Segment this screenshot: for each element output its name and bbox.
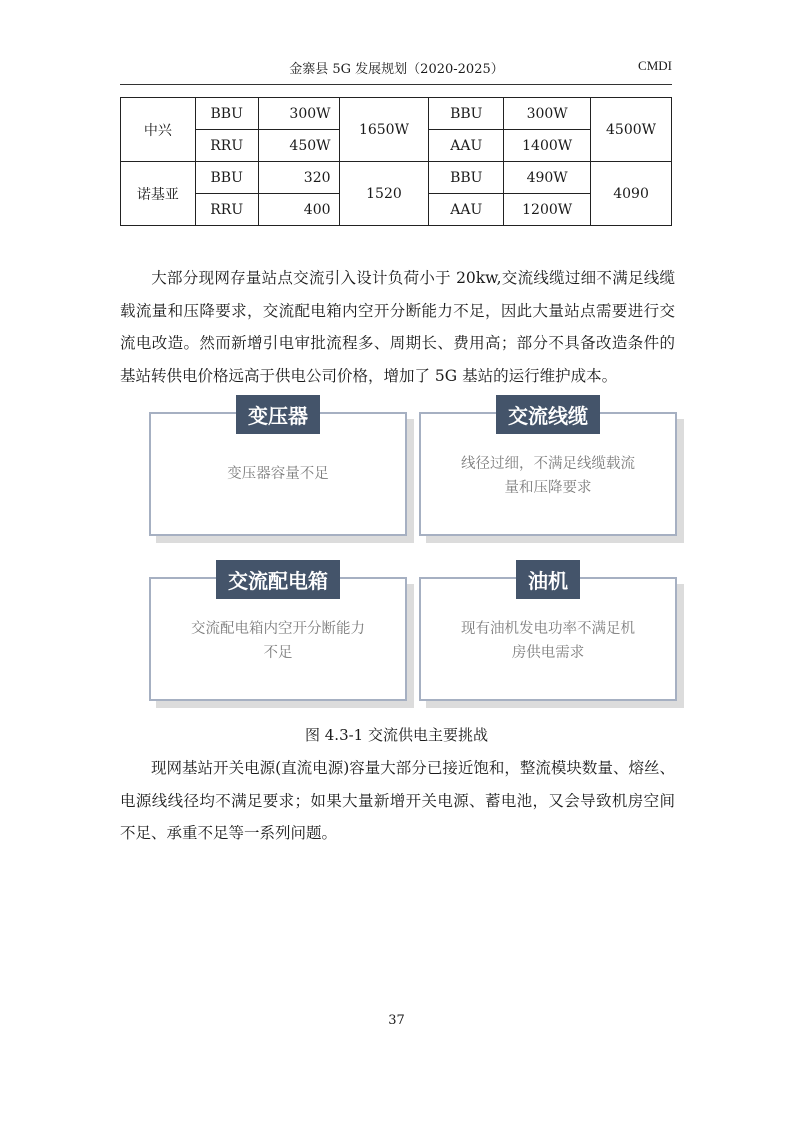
challenge-card-transformer: [149, 404, 407, 536]
card-title: 交流线缆: [496, 395, 600, 434]
value-cell: 490W: [504, 162, 591, 194]
page-header-org: CMDI: [638, 58, 672, 73]
paragraph-line: 载流量和压降要求，交流配电箱内空开分断能力不足，因此大量站点需要进行交: [120, 301, 675, 320]
unit-cell: RRU: [195, 194, 258, 226]
card-text-line: 不足: [263, 645, 293, 661]
paragraph-line: 现网基站开关电源(直流电源)容量大部分已接近饱和，整流模块数量、熔丝、: [151, 759, 675, 777]
figure-caption: 图 4.3-1 交流供电主要挑战: [304, 726, 488, 744]
card-text: [171, 617, 385, 665]
card-text-line: 房供电需求: [511, 645, 585, 661]
body-paragraph: [120, 752, 675, 850]
value-cell: 300W: [258, 98, 339, 130]
value-cell: 400: [258, 194, 339, 226]
paragraph-line: 电源线线径均不满足要求；如果大量新增开关电源、蓄电池，又会导致机房空间: [120, 791, 675, 810]
table-row: [121, 162, 672, 194]
card-text-line: 变压器容量不足: [227, 466, 329, 482]
card-text: [441, 617, 655, 665]
table-row: [121, 98, 672, 130]
power-spec-table: [120, 97, 672, 226]
card-text-line: 量和压降要求: [504, 480, 592, 496]
card-text: [171, 462, 385, 486]
card-text: [441, 452, 655, 500]
page-number: 37: [388, 1013, 405, 1028]
unit-cell: AAU: [429, 194, 504, 226]
card-title: 变压器: [236, 395, 320, 434]
value-cell: 1200W: [504, 194, 591, 226]
vendor-cell: 中兴: [121, 98, 196, 162]
sum-cell: 1650W: [339, 98, 429, 162]
value-cell: 300W: [504, 98, 591, 130]
sum-cell: 1520: [339, 162, 429, 226]
unit-cell: BBU: [195, 162, 258, 194]
page-header-title: 金寨县 5G 发展规划（2020-2025）: [289, 62, 504, 77]
sum-cell: 4500W: [591, 98, 672, 162]
header-rule: [120, 84, 672, 85]
value-cell: 320: [258, 162, 339, 194]
unit-cell: BBU: [429, 98, 504, 130]
paragraph-line: 不足、承重不足等一系列问题。: [120, 824, 338, 842]
value-cell: 1400W: [504, 130, 591, 162]
unit-cell: RRU: [195, 130, 258, 162]
value-cell: 450W: [258, 130, 339, 162]
vendor-cell: 诺基亚: [121, 162, 196, 226]
body-paragraph: [120, 262, 675, 392]
card-text-line: 交流配电箱内空开分断能力: [191, 621, 365, 637]
challenge-card-generator: [419, 569, 677, 701]
card-text-line: 现有油机发电功率不满足机: [461, 621, 635, 637]
challenge-card-distribution-box: [149, 569, 407, 701]
sum-cell: 4090: [591, 162, 672, 226]
unit-cell: AAU: [429, 130, 504, 162]
paragraph-line: 大部分现网存量站点交流引入设计负荷小于 20kw,交流线缆过细不满足线缆: [151, 269, 675, 287]
card-title: 交流配电箱: [216, 560, 340, 599]
challenge-card-ac-cable: [419, 404, 677, 536]
card-text-line: 线径过细，不满足线缆载流: [461, 456, 635, 472]
paragraph-line: 流电改造。然而新增引电审批流程多、周期长、费用高；部分不具备改造条件的: [120, 334, 675, 352]
unit-cell: BBU: [195, 98, 258, 130]
card-title: 油机: [516, 560, 580, 599]
paragraph-line: 基站转供电价格远高于供电公司价格，增加了 5G 基站的运行维护成本。: [120, 366, 618, 385]
unit-cell: BBU: [429, 162, 504, 194]
